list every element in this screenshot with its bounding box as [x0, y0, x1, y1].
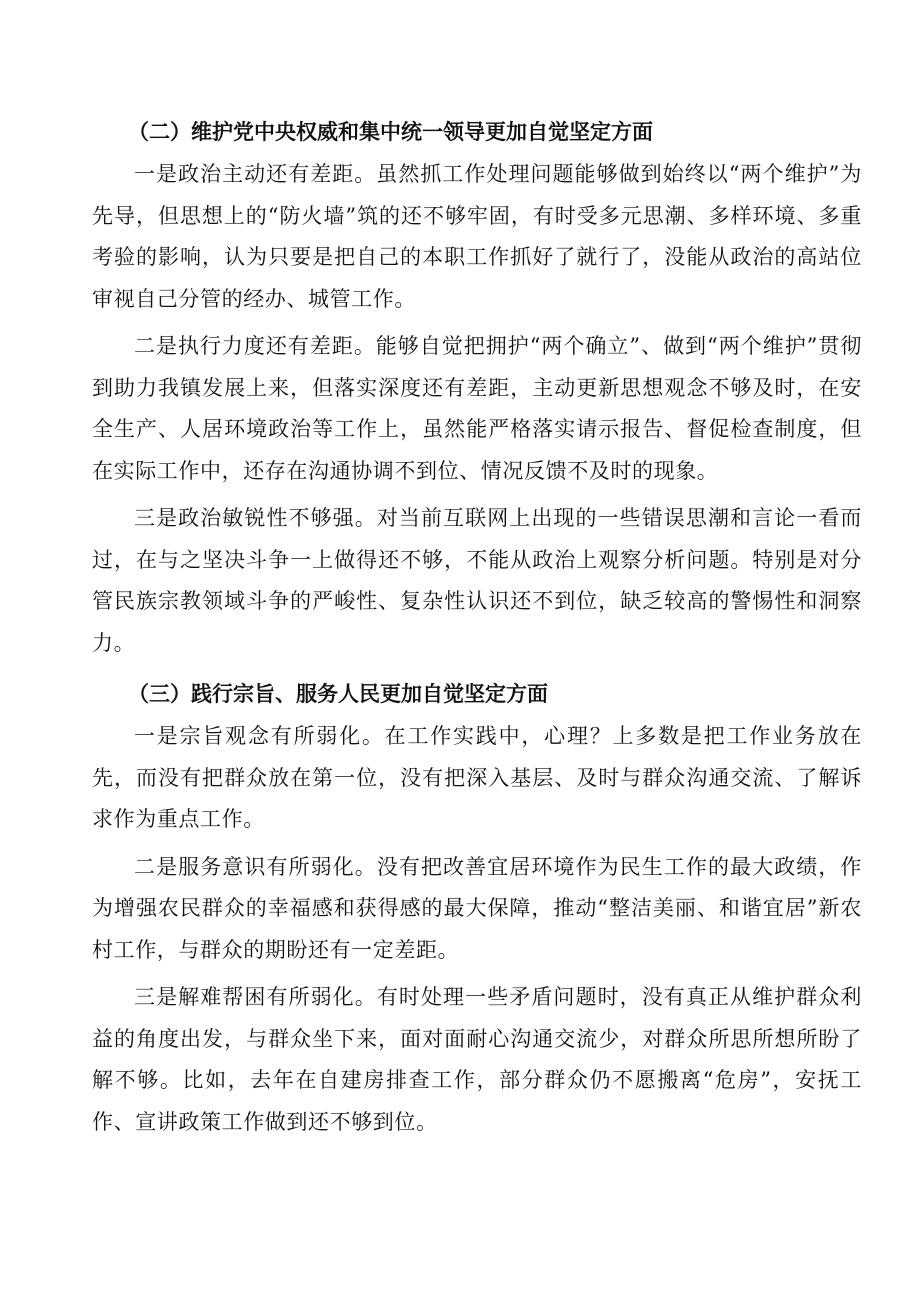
document-page [92, 112, 862, 1149]
section-2 [92, 112, 862, 664]
paragraph: 一是政治主动还有差距。虽然抓工作处理问题能够做到始终以“两个维护”为先导，但思想上的“防火墙”筑的还不够牢固，有时受多元思潮、多样环境、多重考验的影响，认为只要是把自己的本职工作抓好了就行了，没能从政治的高站位审视自己分管的经办、城管工作。 [92, 162, 862, 311]
paragraph: 三是政治敏锐性不够强。对当前互联网上出现的一些错误思潮和言论一看而过，在与之坚决斗争一上做得还不够，不能从政治上观察分析问题。特别是对分管民族宗教领域斗争的严峻性、复杂性认识还不到位，缺乏较高的警惕性和洞察力。 [92, 506, 862, 655]
paragraph: 一是宗旨观念有所弱化。在工作实践中，心理？上多数是把工作业务放在先，而没有把群众放在第一位，没有把深入基层、及时与群众沟通交流、了解诉求作为重点工作。 [92, 724, 862, 831]
section-3 [92, 674, 862, 1143]
section-heading: （三）践行宗旨、服务人民更加自觉坚定方面 [128, 682, 548, 706]
section-heading: （二）维护党中央权威和集中统一领导更加自觉坚定方面 [128, 120, 653, 144]
paragraph: 三是解难帮困有所弱化。有时处理一些矛盾问题时，没有真正从维护群众利益的角度出发，与群众坐下来，面对面耐心沟通交流少，对群众所思所想所盼了解不够。比如，去年在自建房排查工作，部分群众仍不愿搬离“危房”，安抚工作、宣讲政策工作做到还不够到位。 [92, 985, 862, 1134]
paragraph: 二是执行力度还有差距。能够自觉把拥护“两个确立”、做到“两个维护”贯彻到助力我镇发展上来，但落实深度还有差距，主动更新思想观念不够及时，在安全生产、人居环境政治等工作上，虽然能严格落实请示报告、督促检查制度，但在实际工作中，还存在沟通协调不到位、情况反馈不及时的现象。 [92, 334, 862, 483]
paragraph: 二是服务意识有所弱化。没有把改善宜居环境作为民生工作的最大政绩，作为增强农民群众的幸福感和获得感的最大保障，推动“整洁美丽、和谐宜居”新农村工作，与群众的期盼还有一定差距。 [92, 854, 862, 962]
